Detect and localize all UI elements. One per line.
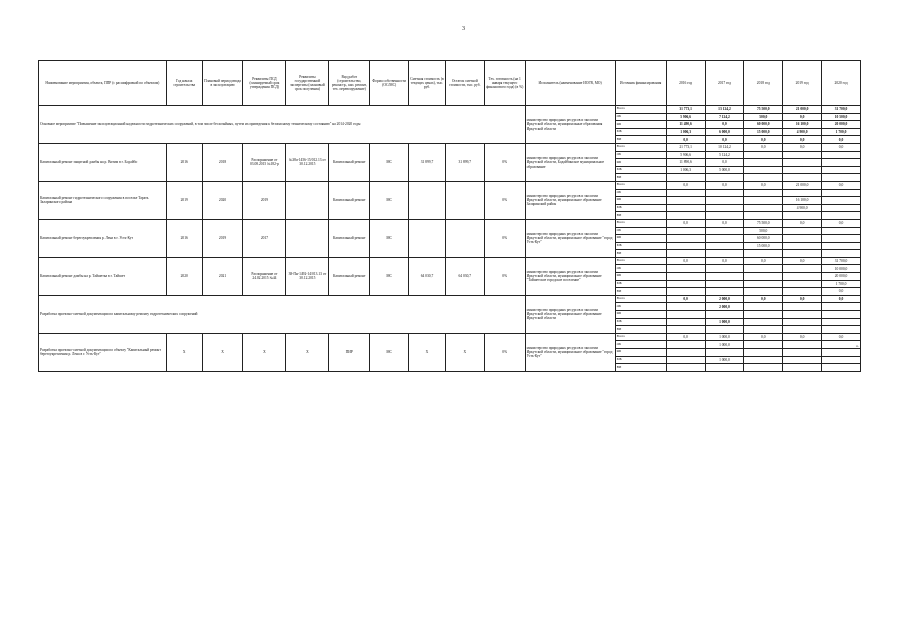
amount-cell [705,197,744,205]
header-cell: 2016 год [666,61,705,106]
object-start-cell: Х [166,333,202,371]
amount-cell: 0,0 [783,136,822,144]
amount-cell: 0,0 [705,257,744,265]
finance-source-cell: Всего [615,181,666,189]
amount-cell [783,349,822,357]
amount-cell [744,349,783,357]
amount-cell [783,212,822,220]
amount-cell: 11 490,6 [666,121,705,129]
amount-cell: 31 700,0 [822,106,861,114]
amount-cell: 31 700,0 [822,257,861,265]
object-start-cell: 2016 [166,143,202,181]
amount-cell: 15 000,0 [744,242,783,250]
object-end-cell: 2020 [202,181,243,219]
amount-cell: 0,0 [744,333,783,341]
amount-cell: 0,0 [666,257,705,265]
amount-cell: 1 006,3 [666,166,705,174]
object-rest-cell [445,219,484,257]
object-exp-cell: 38-Пн-1492-14/013.13 от 30.12.2015 [286,257,329,295]
header-cell: Реквизиты ПСД (планируемый срок утверждения ПСД) [243,61,286,106]
object-rest-cell: Х [445,333,484,371]
block-title: Разработка проектно-сметной документации по капитальному ремонту гидротехнических сооружений [39,295,526,333]
amount-cell [666,227,705,235]
finance-source-cell: ФБ [615,349,666,357]
amount-cell: 1 700,0 [822,280,861,288]
amount-cell: 16 100,0 [783,197,822,205]
amount-cell [705,235,744,243]
amount-cell [705,212,744,220]
finance-source-cell: ВИ [615,288,666,296]
amount-cell: 10 500,0 [822,113,861,121]
amount-cell [666,242,705,250]
object-psd-cell: 2017 [243,219,286,257]
executor-cell: министерство природных ресурсов и экологии Иркутской области, муниципальное образование Заларинский район [525,181,615,219]
amount-cell [744,303,783,311]
object-psd-cell: 2019 [243,181,286,219]
amount-cell: 1 006,3 [666,128,705,136]
amount-cell [822,364,861,372]
amount-cell: 0,0 [705,159,744,167]
amount-cell: 5 906,6 [666,113,705,121]
amount-cell [705,349,744,357]
object-name-cell: Капитальный ремонт берегоукрепления р. Лена в г. Усть-Кут [39,219,167,257]
object-cost-cell: 64 030,7 [409,257,446,295]
object-psd-cell: Распоряжение от 24.02.2015 №44 [243,257,286,295]
amount-cell [822,151,861,159]
object-name-cell: Разработка проектно-сметной документации по объекту "Капитальный ремонт берегоукрепления р. Лена в г. Усть-Кут" [39,333,167,371]
amount-cell [783,166,822,174]
amount-cell [783,250,822,258]
amount-cell [783,159,822,167]
header-cell: Источник финансирования [615,61,666,106]
amount-cell [744,280,783,288]
amount-cell: 0,0 [705,121,744,129]
object-name-cell: Капитальный ремонт гидротехнического сооружения в поселке Тарать Заларинского района [39,181,167,219]
amount-cell: 0,0 [783,333,822,341]
amount-cell [744,364,783,372]
object-work-cell: ПИР [329,333,370,371]
header-cell: Год начала строительства [166,61,202,106]
header-cell: Плановый период ввода в эксплуатацию [202,61,243,106]
object-name-cell: Капитальный ремонт дамбы на р. Тайшетка в г. Тайшет [39,257,167,295]
object-start-cell: 2019 [166,181,202,219]
amount-cell [822,174,861,182]
object-rest-cell: 31 899,7 [445,143,484,181]
amount-cell [666,174,705,182]
amount-cell [783,235,822,243]
object-ready-cell: 0% [484,333,525,371]
executor-cell: министерство природных ресурсов и экологии Иркутской области, муниципальное образование "город Усть-Кут" [525,219,615,257]
finance-source-cell: ФБ [615,235,666,243]
object-name-cell: Капитальный ремонт защитной дамбы на р. Витим в г. Бодайбо [39,143,167,181]
object-exp-cell: Х [286,333,329,371]
amount-cell [822,349,861,357]
executor-cell: министерство природных ресурсов и экологии Иркутской области, муниципальное образование "Тайшетское городское поселение" [525,257,615,295]
amount-cell: 0,0 [666,181,705,189]
amount-cell: 0,0 [744,257,783,265]
amount-cell [822,356,861,364]
amount-cell [822,204,861,212]
header-cell: 2017 год [705,61,744,106]
finance-source-cell: МБ [615,204,666,212]
object-exp-cell [286,219,329,257]
amount-cell [783,227,822,235]
amount-cell [666,341,705,349]
object-rest-cell [445,181,484,219]
amount-cell [822,159,861,167]
object-psd-cell: Распоряжение от 03.08.2015 №182-р [243,143,286,181]
amount-cell: 31 773,1 [666,106,705,114]
amount-cell: 20 000,0 [822,273,861,281]
object-cost-cell [409,181,446,219]
amount-cell [822,166,861,174]
amount-cell [783,303,822,311]
amount-cell: 2 000,0 [705,303,744,311]
amount-cell: 0,0 [744,143,783,151]
header-row [39,61,861,106]
amount-cell: 0,0 [744,181,783,189]
object-own-cell: МС [370,333,409,371]
executor-cell: министерство природных ресурсов и экологии Иркутской области, Бодайбинское муниципальное образование [525,143,615,181]
amount-cell [666,273,705,281]
amount-cell [822,311,861,319]
object-own-cell: МС [370,143,409,181]
finance-source-cell: ФБ [615,197,666,205]
object-cost-cell: 31 899,7 [409,143,446,181]
amount-cell [705,273,744,281]
table-row [39,257,861,265]
amount-cell [705,280,744,288]
amount-cell: 0,0 [705,136,744,144]
finance-source-cell: МБ [615,242,666,250]
amount-cell: 21 773,1 [666,143,705,151]
amount-cell: 11 890,6 [666,159,705,167]
object-exp-cell: №38а-1456-15/012.13 от 30.12.2015 [286,143,329,181]
amount-cell [744,189,783,197]
table-row [39,333,861,341]
amount-cell: 75 500,0 [744,106,783,114]
amount-cell [744,174,783,182]
finance-source-cell: МБ [615,280,666,288]
amount-cell [783,242,822,250]
amount-cell: 500,0 [744,113,783,121]
finance-source-cell: ОБ [615,265,666,273]
finance-source-cell: ФБ [615,121,666,129]
object-work-cell: Капитальный ремонт [329,257,370,295]
table-row [39,106,861,114]
amount-cell [666,280,705,288]
finance-source-cell: ВИ [615,212,666,220]
amount-cell: 10 000,0 [822,265,861,273]
header-cell: 2018 год [744,61,783,106]
amount-cell [783,288,822,296]
amount-cell [666,318,705,326]
amount-cell [666,265,705,273]
amount-cell [744,159,783,167]
amount-cell [705,204,744,212]
amount-cell [744,318,783,326]
amount-cell [666,364,705,372]
object-work-cell: Капитальный ремонт [329,143,370,181]
amount-cell: 16 100,0 [783,121,822,129]
amount-cell [705,189,744,197]
object-psd-cell: Х [243,333,286,371]
amount-cell [744,151,783,159]
amount-cell [822,197,861,205]
amount-cell [783,174,822,182]
header-cell: 2020 год [822,61,861,106]
amount-cell: 0,0 [666,295,705,303]
amount-cell [783,311,822,319]
amount-cell [744,326,783,334]
amount-cell [783,341,822,349]
amount-cell [744,273,783,281]
amount-cell [744,204,783,212]
finance-source-cell: МБ [615,356,666,364]
amount-cell [744,166,783,174]
amount-cell: 0,0 [666,136,705,144]
amount-cell: 0,0 [783,295,822,303]
amount-cell [666,197,705,205]
amount-cell [783,273,822,281]
amount-cell: 21 000,0 [783,181,822,189]
amount-cell: 4 900,0 [783,128,822,136]
object-end-cell: Х [202,333,243,371]
amount-cell [744,212,783,220]
object-ready-cell: 0% [484,143,525,181]
amount-cell [744,197,783,205]
object-own-cell: МС [370,181,409,219]
amount-cell: 0,0 [705,219,744,227]
table-row [39,143,861,151]
amount-cell [744,250,783,258]
amount-cell [783,356,822,364]
finance-source-cell: ОБ [615,227,666,235]
amount-cell [822,189,861,197]
amount-cell [666,303,705,311]
header-cell: Исполнитель (наименование ИОГВ, МО) [525,61,615,106]
amount-cell: 0,0 [822,136,861,144]
amount-cell: 1 000,0 [705,356,744,364]
table-row [39,295,861,303]
amount-cell: 4 900,0 [783,204,822,212]
table-row [39,181,861,189]
amount-cell [783,280,822,288]
object-rest-cell: 64 030,7 [445,257,484,295]
finance-source-cell: ФБ [615,273,666,281]
amount-cell: 60 000,0 [744,235,783,243]
amount-cell: 1 700,0 [822,128,861,136]
finance-source-cell: Всего [615,295,666,303]
amount-cell [666,204,705,212]
amount-cell: 1 000,0 [705,341,744,349]
amount-cell: 60 000,0 [744,121,783,129]
amount-cell: 1 000,0 [705,333,744,341]
amount-cell [705,288,744,296]
object-start-cell: 2020 [166,257,202,295]
finance-source-cell: МБ [615,318,666,326]
page-number: 3 [462,26,465,32]
finance-source-cell: ВИ [615,250,666,258]
amount-cell [822,235,861,243]
finance-source-cell: ФБ [615,311,666,319]
amount-cell: 0,0 [744,136,783,144]
amount-cell: 2 000,0 [705,295,744,303]
amount-cell [744,288,783,296]
amount-cell: 0,0 [783,143,822,151]
object-end-cell: 2018 [202,143,243,181]
amount-cell [822,341,861,349]
executor-cell: министерство природных ресурсов и экологии Иркутской области, муниципальные образования Иркутской области [525,106,615,144]
amount-cell: 1 000,0 [705,318,744,326]
block-title: Основное мероприятие "Повышение эксплуатационной надежности гидротехнических сооружений, в том числе бесхозяйных, путем их приведения к безопасному техническому состоянию" на 2014-2020 годы [39,106,526,144]
amount-cell [822,227,861,235]
finance-source-cell: ОБ [615,341,666,349]
amount-cell [705,227,744,235]
finance-source-cell: Всего [615,106,666,114]
amount-cell: 0,0 [822,295,861,303]
amount-cell: 6 000,0 [705,128,744,136]
header-cell: Сметная стоимость (в текущих ценах), тыс. руб. [409,61,446,106]
finance-source-cell: МБ [615,128,666,136]
object-cost-cell [409,219,446,257]
amount-cell [666,349,705,357]
side-mark: ». [856,343,859,348]
program-table [38,60,861,372]
amount-cell [666,235,705,243]
amount-cell [705,174,744,182]
finance-source-cell: Всего [615,333,666,341]
object-work-cell: Капитальный ремонт [329,181,370,219]
amount-cell: 0,0 [822,288,861,296]
finance-source-cell: ФБ [615,159,666,167]
amount-cell [744,356,783,364]
amount-cell [783,151,822,159]
object-end-cell: 2019 [202,219,243,257]
amount-cell: 0,0 [822,181,861,189]
object-ready-cell: 0% [484,181,525,219]
amount-cell: 15 000,0 [744,128,783,136]
amount-cell [705,311,744,319]
amount-cell [705,326,744,334]
finance-source-cell: ВИ [615,136,666,144]
header-cell: 2019 год [783,61,822,106]
amount-cell [783,318,822,326]
amount-cell: 0,0 [822,143,861,151]
object-start-cell: 2016 [166,219,202,257]
header-cell: Наименование мероприятия, объекта, ППР (с расшифровкой по объектам) [39,61,167,106]
header-cell: Остаток сметной стоимости, тыс. руб. [445,61,484,106]
amount-cell: 21 000,0 [783,106,822,114]
amount-cell: 5 000,0 [705,166,744,174]
object-cost-cell: Х [409,333,446,371]
amount-cell [666,356,705,364]
executor-cell: министерство природных ресурсов и экологии Иркутской области, муниципальное образование "город Усть-Кут" [525,333,615,371]
amount-cell: 7 124,2 [705,113,744,121]
amount-cell [822,303,861,311]
finance-source-cell: ОБ [615,303,666,311]
amount-cell [705,265,744,273]
amount-cell [666,311,705,319]
amount-cell: 0,0 [822,219,861,227]
amount-cell [822,242,861,250]
object-exp-cell [286,181,329,219]
amount-cell [744,265,783,273]
amount-cell [783,364,822,372]
finance-source-cell: Всего [615,219,666,227]
amount-cell: 0,0 [744,295,783,303]
amount-cell [822,326,861,334]
amount-cell [822,318,861,326]
finance-source-cell: ВИ [615,364,666,372]
object-end-cell: 2021 [202,257,243,295]
amount-cell [822,212,861,220]
header-cell: Вид работ (строительство, реконстр., кап. ремонт, тех. перевооружение) [329,61,370,106]
finance-source-cell: ОБ [615,151,666,159]
finance-source-cell: Всего [615,257,666,265]
amount-cell: 13 124,2 [705,106,744,114]
object-own-cell: МС [370,257,409,295]
amount-cell: 0,0 [666,219,705,227]
object-ready-cell: 0% [484,257,525,295]
header-cell: Реквизиты государственной экспертизы (плановый срок получения) [286,61,329,106]
amount-cell [666,212,705,220]
amount-cell: 0,0 [666,333,705,341]
amount-cell [705,242,744,250]
amount-cell: 500,0 [744,227,783,235]
header-cell: Тех. готовность (на 1 января текущего финансового года) (в %) [484,61,525,106]
amount-cell [822,250,861,258]
table-row [39,219,861,227]
executor-cell: министерство природных ресурсов и экологии Иркутской области, муниципальное образование Иркутской области [525,295,615,333]
amount-cell [666,250,705,258]
amount-cell: 0,0 [783,219,822,227]
amount-cell [783,189,822,197]
amount-cell [666,288,705,296]
amount-cell [705,364,744,372]
amount-cell: 10 124,2 [705,143,744,151]
amount-cell: 0,0 [783,113,822,121]
finance-source-cell: ОБ [615,189,666,197]
amount-cell [705,250,744,258]
amount-cell [666,189,705,197]
amount-cell: 20 000,0 [822,121,861,129]
amount-cell [783,265,822,273]
header-cell: Форма собственности (ОС/МС) [370,61,409,106]
amount-cell: 0,0 [783,257,822,265]
finance-source-cell: ВИ [615,174,666,182]
amount-cell: 75 500,0 [744,219,783,227]
object-own-cell: МС [370,219,409,257]
amount-cell [666,326,705,334]
amount-cell: 0,0 [705,181,744,189]
amount-cell: 5 124,2 [705,151,744,159]
amount-cell [783,326,822,334]
finance-source-cell: Всего [615,143,666,151]
finance-source-cell: ВИ [615,326,666,334]
finance-source-cell: МБ [615,166,666,174]
object-work-cell: Капитальный ремонт [329,219,370,257]
amount-cell [744,311,783,319]
finance-source-cell: ОБ [615,113,666,121]
amount-cell: 5 906,6 [666,151,705,159]
object-ready-cell: 0% [484,219,525,257]
amount-cell: 0,0 [822,333,861,341]
amount-cell [744,341,783,349]
